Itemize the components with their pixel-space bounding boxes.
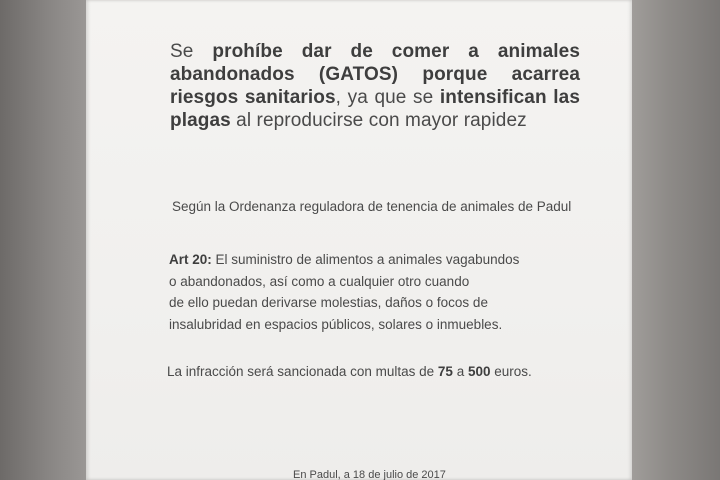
fine-middle: a (452, 364, 468, 379)
headline-segment: , ya que se (335, 87, 440, 108)
ordinance-source: Según la Ordenanza reguladora de tenencia de animales de Padul (172, 199, 572, 214)
notice-headline (170, 40, 580, 132)
article-line-text: El suministro de alimentos a animales vagabundos (211, 252, 520, 267)
article-label: Art 20: (169, 252, 212, 267)
article-20 (169, 249, 519, 335)
article-line: de ello puedan derivarse molestias, daños o focos de (169, 295, 488, 310)
article-line (169, 249, 519, 271)
background-left (0, 0, 86, 480)
headline-segment: al reproducirse con mayor rapidez (230, 110, 527, 131)
fine-max-amount: 500 (467, 364, 491, 379)
fine-prefix: La infracción será sancionada con multas de (167, 364, 438, 379)
background-right (632, 0, 720, 480)
notice-sheet (86, 0, 632, 480)
article-line: o abandonados, así como a cualquier otro cuando (169, 273, 470, 289)
headline-segment-bold: intensifican las plagas (170, 87, 580, 131)
fine-statement (167, 364, 532, 379)
fine-suffix: euros. (490, 364, 532, 379)
headline-segment-bold: prohíbe dar de comer a animales abandonados (GATOS) porque acarrea riesgos sanitarios (170, 41, 580, 108)
headline-segment: Se (170, 41, 213, 62)
notice-date: En Padul, a 18 de julio de 2017 (293, 469, 446, 480)
fine-min-amount: 75 (437, 364, 453, 379)
article-line: insalubridad en espacios públicos, solares o inmuebles. (169, 316, 503, 332)
